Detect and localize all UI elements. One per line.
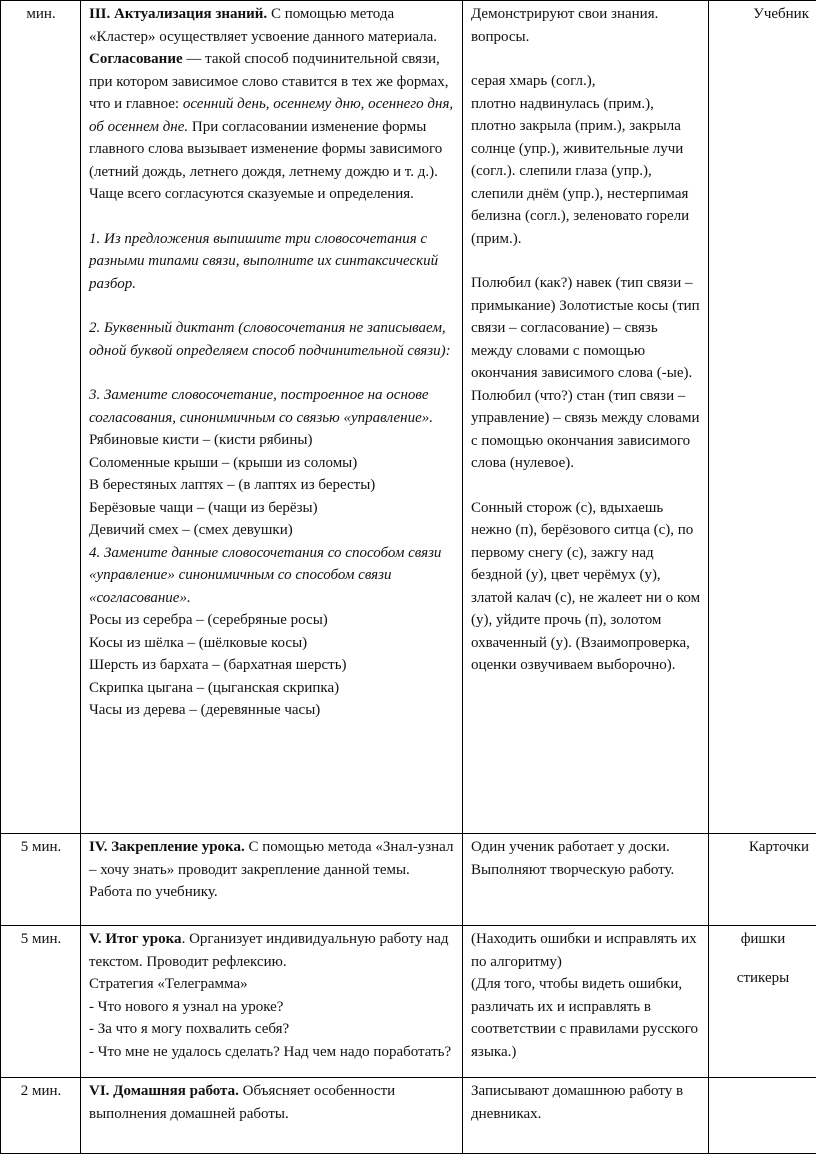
teacher-activity-cell: [81, 1, 463, 834]
task-2: 2. Буквенный диктант (словосочетания не записываем, одной буквой определяем способ подчинительной связи):: [89, 320, 451, 359]
time-cell: [1, 1078, 81, 1154]
resource-text-2: стикеры: [736, 969, 790, 986]
list-item: Косы из шёлка – (шёлковые косы): [89, 634, 308, 651]
time-text: 5 мин.: [20, 839, 62, 855]
time-text: 2 мин.: [20, 1083, 62, 1099]
time-text: мин.: [26, 6, 56, 22]
list-item: Шерсть из бархата – (бархатная шерсть): [89, 657, 347, 673]
students-answer-d: Сонный сторож (с), вдыхаешь нежно (п), берёзового ситца (с), по первому снегу (с), зажгу над бездной (у), цвет черёмух (у), златой калач (с), не жалеет ни о ком (у), уйдите прочь (п), золотом охваченный (у). (Взаимопроверка, оценки озвучиваем выборочно).: [471, 499, 701, 673]
student-activity-cell: [463, 1, 709, 834]
resource-text: Учебник: [753, 6, 809, 22]
student-activity-cell: [463, 1078, 709, 1154]
stage-heading: VI. Домашняя работа.: [89, 1083, 239, 1099]
list-item: - Что нового я узнал на уроке?: [89, 998, 284, 1015]
students-text: Один ученик работает у доски.: [471, 839, 670, 855]
students-text: Записывают домашнюю работу в дневниках.: [471, 1083, 684, 1122]
stage-text-2: Стратегия «Телеграмма»: [89, 976, 248, 992]
table-row: [1, 1, 816, 834]
time-cell: [1, 834, 81, 926]
table-row: [1, 834, 816, 926]
list-item: В берестяных лаптях – (в лаптях из бересты): [89, 477, 376, 493]
list-item: - Что мне не удалось сделать? Над чем надо поработать?: [89, 1043, 452, 1060]
task-1: 1. Из предложения выпишите три словосочетания с разными типами связи, выполните их синтаксический разбор.: [89, 230, 439, 292]
teacher-activity-cell: [81, 834, 463, 926]
time-cell: [1, 926, 81, 1078]
list-item: Рябиновые кисти – (кисти рябины): [89, 432, 313, 448]
resource-cell: [709, 1078, 816, 1154]
stage-text-2: Работа по учебнику.: [89, 884, 218, 900]
students-text-2: (Для того, чтобы видеть ошибки, различать их и исправлять в соответствии с правилами русского языка.): [471, 976, 699, 1060]
definition-text: — такой способ подчинительной связи, при котором зависимое слово ставится в тех же формах, что и главное:: [89, 51, 449, 112]
resource-cell: [709, 926, 816, 1078]
stage-text: . Организует индивидуальную работу над текстом. Проводит рефлексию.: [89, 931, 449, 970]
student-activity-cell: [463, 834, 709, 926]
list-item: Соломенные крыши – (крыши из соломы): [89, 454, 358, 471]
student-activity-cell: [463, 926, 709, 1078]
stage-heading: III. Актуализация знаний.: [89, 6, 268, 22]
resource-text: Карточки: [748, 839, 809, 855]
stage-text: Объясняет особенности выполнения домашней работы.: [89, 1083, 396, 1122]
list-item: Часы из дерева – (деревянные часы): [89, 702, 321, 718]
definition-text-2: При согласовании изменение формы главного слова вызывает изменение формы зависимого (летний дождь, летнего дождя, летнему дождю и т. д.). Чаще всего согласуются сказуемые и определения.: [89, 118, 443, 202]
students-answer-b: плотно надвинулась (прим.), плотно закрыла (прим.), закрыла солнце (упр.), живительные лучи (согл.). слепили глаза (упр.), слепили днём (упр.), нестерпимая белизна (согл.), зеленовато горели (прим.).: [471, 95, 690, 247]
stage-heading: V. Итог урока: [89, 931, 182, 947]
table-row: [1, 926, 816, 1078]
teacher-activity-cell: [81, 926, 463, 1078]
teacher-activity-cell: [81, 1078, 463, 1154]
task-4: 4. Замените данные словосочетания со способом связи «управление» синонимичным со способом связи «согласование».: [89, 544, 442, 606]
students-answer-c: Полюбил (как?) навек (тип связи – примыкание) Золотистые косы (тип связи – согласование) – связь между словами с помощью окончания зависимого слова (-ые). Полюбил (что?) стан (тип связи – управление) – связь между словами с помощью окончания зависимого слова (нулевое).: [471, 275, 700, 471]
list-item: Берёзовые чащи – (чащи из берёзы): [89, 499, 318, 516]
resource-cell: [709, 1, 816, 834]
time-cell: [1, 1, 81, 834]
list-item: Росы из серебра – (серебряные росы): [89, 612, 328, 628]
time-text: 5 мин.: [20, 931, 62, 947]
list-item: Скрипка цыгана – (цыганская скрипка): [89, 679, 340, 696]
resource-text: фишки: [740, 931, 786, 947]
resource-cell: [709, 834, 816, 926]
students-intro: Демонстрируют свои знания. вопросы.: [471, 6, 659, 45]
students-text: (Находить ошибки и исправлять их по алгоритму): [471, 931, 697, 970]
definition-examples: осенний день, осеннему дню, осеннего дня, об осеннем дне.: [89, 96, 454, 135]
students-answer-a: серая хмарь (согл.),: [471, 73, 596, 89]
list-item: Девичий смех – (смех девушки): [89, 522, 293, 538]
term: Согласование: [89, 51, 183, 67]
task-3: 3. Замените словосочетание, построенное на основе согласования, синонимичным со связью «управление».: [89, 387, 434, 426]
stage-heading: IV. Закрепление урока.: [89, 839, 245, 855]
stage-text: С помощью метода «Знал-узнал – хочу знать» проводит закрепление данной темы.: [89, 839, 454, 878]
table-row: [1, 1078, 816, 1154]
stage-text: С помощью метода «Кластер» осуществляет усвоение данного материала.: [89, 6, 438, 45]
students-text-2: Выполняют творческую работу.: [471, 861, 675, 878]
list-item: - За что я могу похвалить себя?: [89, 1021, 290, 1037]
